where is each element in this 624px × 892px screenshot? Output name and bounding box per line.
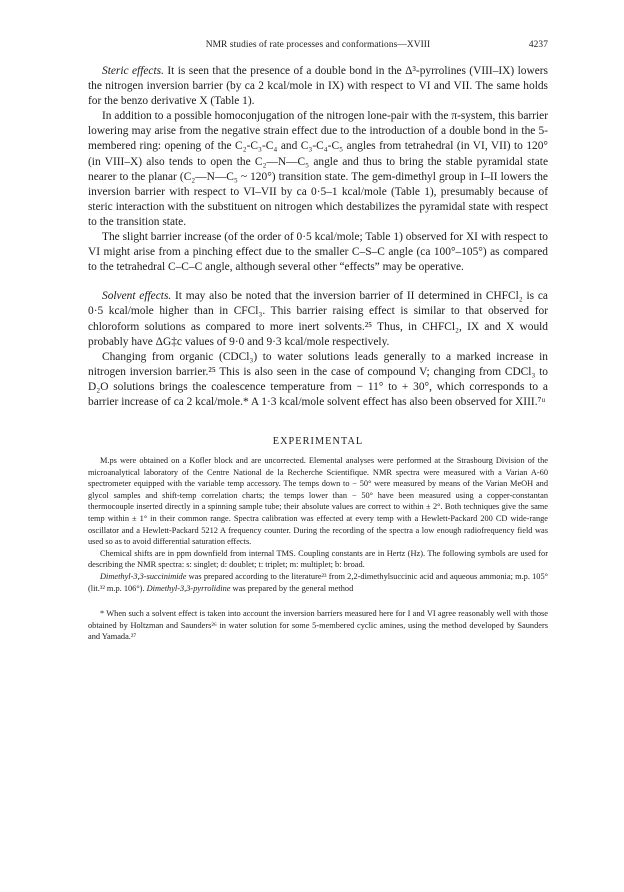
solvent-paragraph-1 [88,289,548,349]
experimental-paragraph-1: M.ps were obtained on a Kofler block and are uncorrected. Elemental analyses were performed at the Strasbourg Division of the microanalytical laboratory of the Centre National de la Recherche Scientifique. NMR spectra were measured with a Varian A-60 spectrometer equipped with the variable temp accessory. The temps down to − 50° were measured by means of the Varian MeOH and glycol samples and shift-temp correlation charts; the temps lower than − 50° have been measured using a copper-constantan thermocouple inserted directly in a spinning sample tube; their absolute values are correct to within ± 2°. Both techniques give the same temp within ± 1° in their common range. Spectra calibration was effected at every temp with a Hewlett-Packard 200 CD wide-range oscillator and a Hewlett-Packard 5212 A frequency counter. During the recording of the spectra a low enough radiofrequency field was used so as to avoid differential saturation effects. [88,456,548,547]
document-page [88,40,548,643]
experimental-paragraph-2: Chemical shifts are in ppm downfield from internal TMS. Coupling constants are in Hertz (Hz). The following symbols are used for describing the NMR spectra: s: singlet; d: doublet; t: triplet; m: multiplet; b: broad. [88,548,548,570]
steric-heading: Steric effects. [102,65,164,77]
running-header [88,40,548,56]
experimental-heading: EXPERIMENTAL [272,436,364,448]
running-title: NMR studies of rate processes and conformations—XVIII [205,40,431,50]
main-text [88,64,548,410]
experimental-paragraph-3 [88,571,548,594]
steric-paragraph-2: In addition to a possible homoconjugation of the nitrogen lone-pair with the π-system, this barrier lowering may arise from the negative strain effect due to the introduction of a double bond in the 5-membered ring: opening of the C₂-C₃-C₄ and C₃-C₄-C₅ angles from tetrahedral (in VI, VII) to 120° (in VIII–X) also tends to open the C₂—N—C₅ angle and thus to bring the stable pyramidal state nearer to the planar (C₂—N—C₅ ~ 120°) transition state. The gem-dimethyl group in I–II lowers the inversion barrier with respect to VI–VII by ca 0·5–1 kcal/mole (Table 1), presumably because of steric interaction with the substituent on nitrogen which destabilizes the pyramidal state with respect to the transition state. [88,110,548,228]
solvent-heading: Solvent effects. [102,290,172,303]
section-gap [88,275,548,289]
steric-paragraph-1-text: It is seen that the presence of a double bond in the Δ³-pyrrolines (VIII–IX) lowers the nitrogen inversion barrier (by ca 2 kcal/mole in IX) with respect to VI and VII. The same holds for the benzo derivative X (Table 1). [88,65,548,108]
footnote-text: * When such a solvent effect is taken into account the inversion barriers measured here for I and VI agree reasonably well with those obtained by Holtzman and Saunders²⁶ in water solution for some 5-membered cyclic amines, using the method developed by Saunders and Yamada.²⁷ [88,609,548,642]
footnote [88,608,548,643]
page-number: 4237 [528,40,548,50]
solvent-paragraph-1-text: It may also be noted that the inversion barrier of II determined in CHFCl₂ is ca 0·5 kcal/mole higher than in CFCl₃. This barrier raising effect is similar to that observed for chloroform solutions as compared to more inert solvents.²⁵ Thus, in CHFCl₂, IX and X would probably have ΔG‡c values of 9·0 and 9·3 kcal/mole respectively. [88,290,548,348]
compound-name-pyrrolidine: Dimethyl-3,3-pyrrolidine [146,583,231,593]
experimental-text [88,455,548,594]
solvent-paragraph-2: Changing from organic (CDCl₃) to water solutions leads generally to a marked increase in nitrogen inversion barrier.²⁵ This is also seen in the case of compound V; changing from CDCl₃ to D₂O solutions brings the coalescence temperature from − 11° to + 30°, which corresponds to a barrier increase of ca 2 kcal/mole.* A 1·3 kcal/mole solvent effect has also been observed for XIII.⁷ᵘ [88,350,548,408]
steric-paragraph-1 [88,64,548,109]
experimental-paragraph-3-text-1: was prepared according to the literature²³ from 2,2-dimethylsuccinic acid and aqueous ammonia; m.p. 105° (lit.³² m.p. 106°). [88,572,548,593]
compound-name-succinimide: Dimethyl-3,3-succinimide [100,572,187,581]
experimental-paragraph-3-text-2: was prepared by the general method [230,583,354,593]
steric-paragraph-3: The slight barrier increase (of the order of 0·5 kcal/mole; Table 1) observed for XI with respect to VI might arise from a pinching effect due to the smaller C–S–C angle (ca 100°–105°) as compared to the tetrahedral C–C–C angle, although several other “effects” may be operative. [88,231,548,274]
